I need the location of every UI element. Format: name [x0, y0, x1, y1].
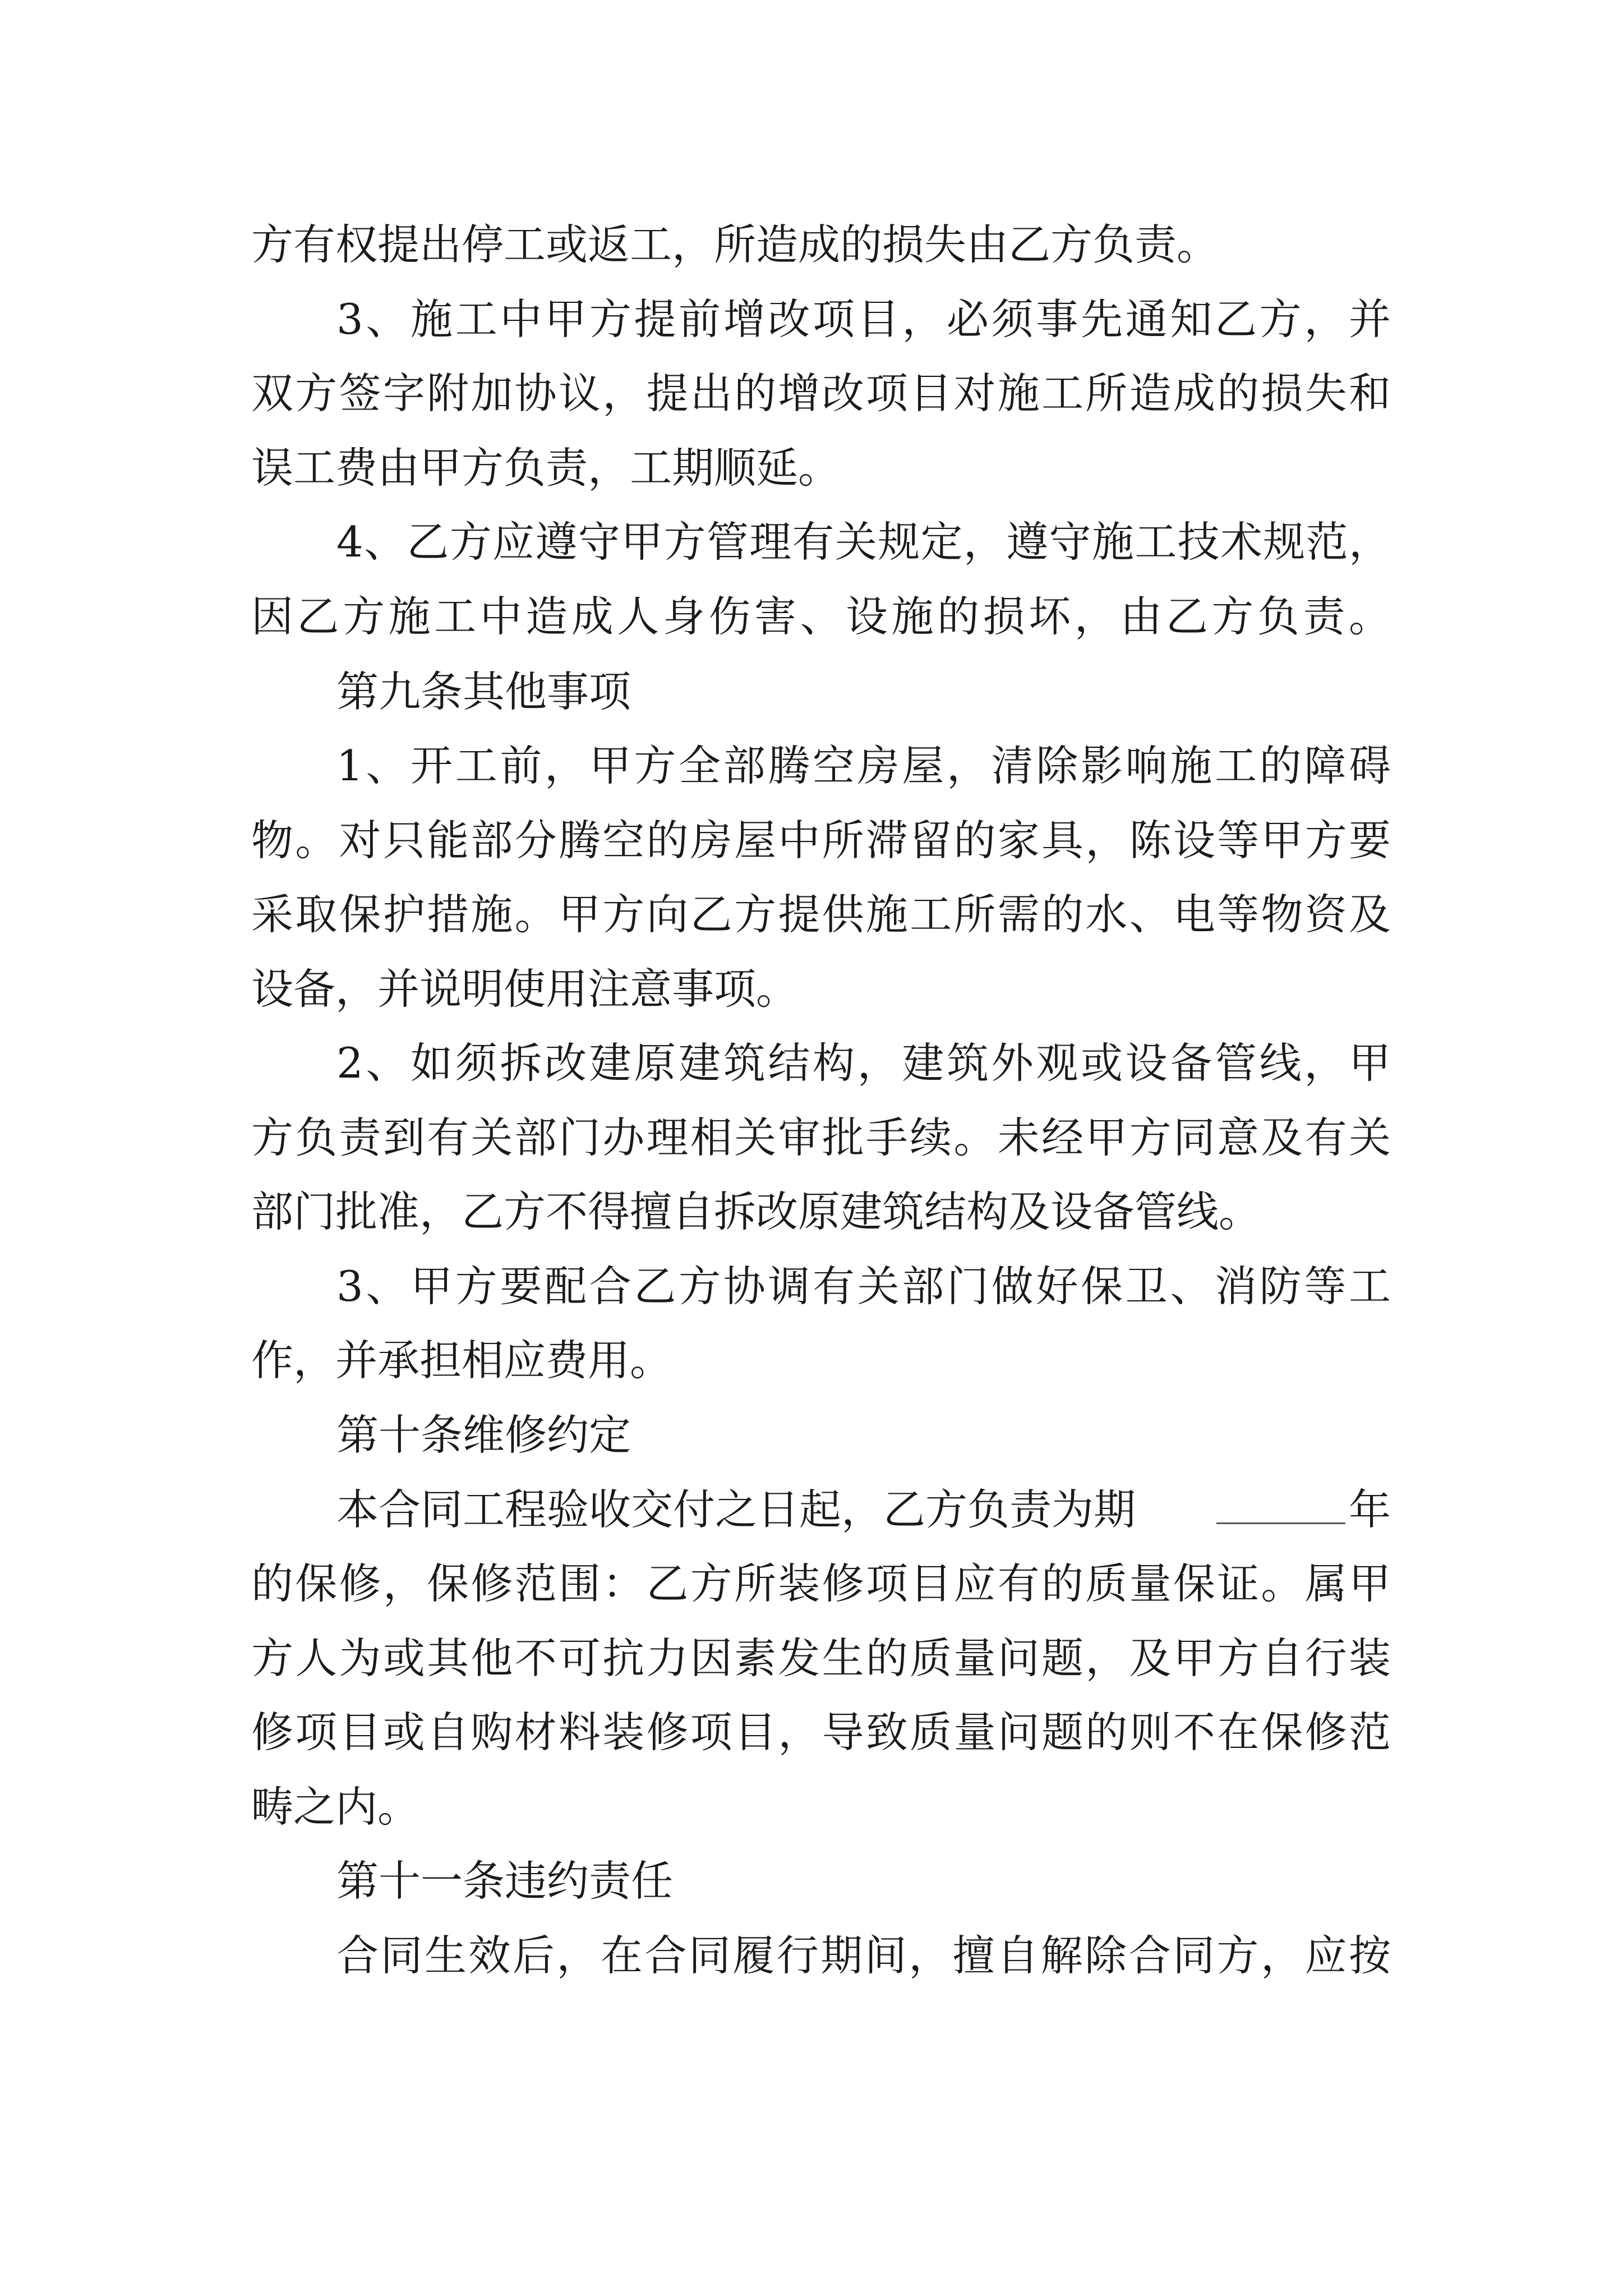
paragraph-line: 方有权提出停工或返工，所造成的损失由乙方负责。 [251, 220, 1219, 269]
paragraph-line: 作，并承担相应费用。 [251, 1336, 672, 1385]
paragraph-line: 1、开工前，甲方全部腾空房屋，清除影响施工的障碍 [336, 741, 1391, 790]
paragraph-line: 2、如须拆改建原建筑结构，建筑外观或设备管线，甲 [336, 1038, 1391, 1088]
paragraph-line: 合同生效后，在合同履行期间，擅自解除合同方，应按 [336, 1931, 1391, 1980]
paragraph-line: 的保修，保修范围：乙方所装修项目应有的质量保证。属甲 [251, 1559, 1391, 1608]
paragraph-line: 方人为或其他不可抗力因素发生的质量问题，及甲方自行装 [251, 1634, 1391, 1683]
paragraph-line: 采取保护措施。甲方向乙方提供施工所需的水、电等物资及 [251, 890, 1391, 939]
paragraph-line: 3、施工中甲方提前增改项目，必须事先通知乙方，并 [336, 295, 1391, 344]
paragraph-line: 3、甲方要配合乙方协调有关部门做好保卫、消防等工 [336, 1262, 1391, 1311]
warranty-years-blank[interactable] [1216, 1520, 1345, 1524]
paragraph-line: 4、乙方应遵守甲方管理有关规定，遵守施工技术规范， [336, 517, 1391, 567]
paragraph-line: 双方签字附加协议，提出的增改项目对施工所造成的损失和 [251, 369, 1391, 418]
paragraph-line: 设备，并说明使用注意事项。 [251, 964, 799, 1014]
section-heading: 第十条维修约定 [336, 1410, 631, 1460]
paragraph-line: 因乙方施工中造成人身伤害、设施的损坏，由乙方负责。 [251, 592, 1391, 641]
paragraph-line: 畴之内。 [251, 1782, 420, 1832]
section-heading: 第十一条违约责任 [336, 1856, 674, 1906]
warranty-text: 本合同工程验收交付之日起，乙方负责为期 [336, 1485, 1136, 1534]
paragraph-line: 物。对只能部分腾空的房屋中所滞留的家具，陈设等甲方要 [251, 816, 1391, 865]
paragraph-line: 部门批准，乙方不得擅自拆改原建筑结构及设备管线。 [251, 1187, 1261, 1236]
paragraph-line-with-blank [336, 1479, 1391, 1540]
paragraph-line: 误工费由甲方负责，工期顺延。 [251, 443, 841, 493]
section-heading: 第九条其他事项 [336, 667, 631, 716]
paragraph-line: 修项目或自购材料装修项目，导致质量问题的则不在保修范 [251, 1708, 1391, 1757]
warranty-term-group [1213, 1479, 1391, 1540]
paragraph-line: 方负责到有关部门办理相关审批手续。未经甲方同意及有关 [251, 1113, 1391, 1162]
year-unit: 年 [1348, 1485, 1391, 1534]
